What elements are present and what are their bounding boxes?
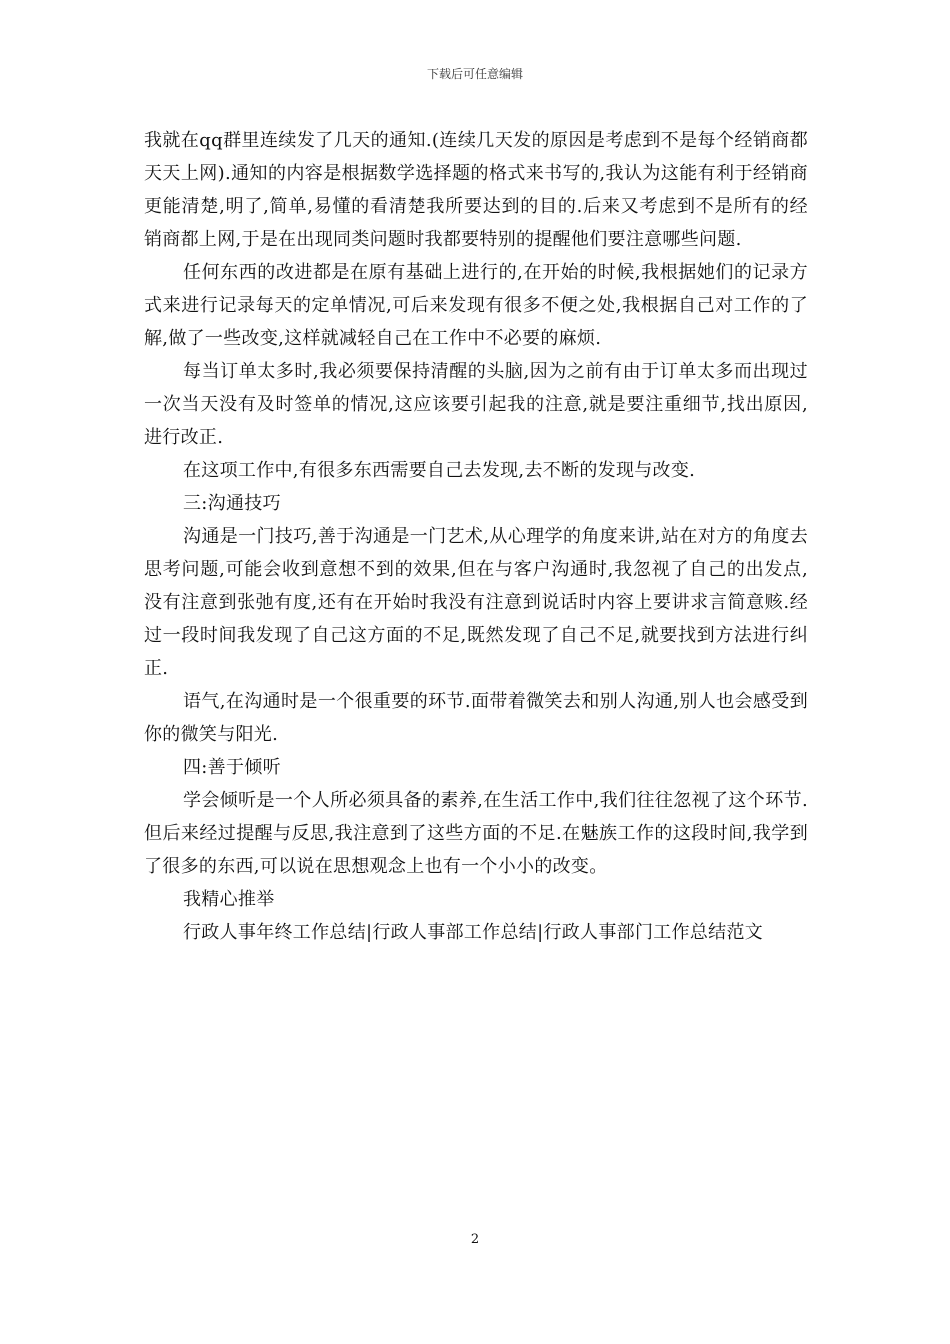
section-heading-communication: 三:沟通技巧 <box>183 493 281 514</box>
paragraph-communication: 沟通是一门技巧,善于沟通是一门艺术,从心理学的角度来讲,站在对方的角度去思考问题,可能会收到意想不到的效果,但在与客户沟通时,我忽视了自己的出发点,没有注意到张弛有度,还有在开始时我没有注意到说话时内容上要讲求言简意赅.经过一段时间我发现了自己这方面的不足,既然发现了自己不足,就要找到方法进行纠正. <box>144 526 808 679</box>
paragraph-discovery: 在这项工作中,有很多东西需要自己去发现,去不断的发现与改变. <box>183 460 696 481</box>
paragraph-improvement: 任何东西的改进都是在原有基础上进行的,在开始的时候,我根据她们的记录方式来进行记录每天的定单情况,可后来发现有很多不便之处,我根据自己对工作的了解,做了一些改变,这样就减轻自己在工作中不必要的麻烦. <box>144 262 808 349</box>
section-heading-listening: 四:善于倾听 <box>183 757 281 778</box>
paragraph-orders: 每当订单太多时,我必须要保持清醒的头脑,因为之前有由于订单太多而出现过一次当天没有及时签单的情况,这应该要引起我的注意,就是要注重细节,找出原因,进行改正. <box>144 361 808 448</box>
link-separator: | <box>537 922 544 943</box>
related-link-annual-summary[interactable]: 行政人事年终工作总结 <box>183 922 366 943</box>
link-separator: | <box>366 922 373 943</box>
page-header: 下载后可任意编辑 <box>426 67 523 81</box>
related-links <box>144 916 808 949</box>
recommend-heading: 我精心推举 <box>183 889 275 910</box>
page-number: 2 <box>470 1232 480 1247</box>
paragraph-tone: 语气,在沟通时是一个很重要的环节.面带着微笑去和别人沟通,别人也会感受到你的微笑与阳光. <box>144 691 808 745</box>
paragraph-notice: 我就在qq群里连续发了几天的通知.(连续几天发的原因是考虑到不是每个经销商都天天上网).通知的内容是根据数学选择题的格式来书写的,我认为这能有利于经销商更能清楚,明了,简单,易懂的看清楚我所要达到的目的.后来又考虑到不是所有的经销商都上网,于是在出现同类问题时我都要特别的提醒他们要注意哪些问题. <box>144 130 808 250</box>
related-link-summary-sample[interactable]: 行政人事部门工作总结范文 <box>543 922 764 943</box>
document-body <box>144 124 808 949</box>
related-link-department-summary[interactable]: 行政人事部工作总结 <box>372 922 538 943</box>
paragraph-listening: 学会倾听是一个人所必须具备的素养,在生活工作中,我们往往忽视了这个环节.但后来经过提醒与反思,我注意到了这些方面的不足.在魅族工作的这段时间,我学到了很多的东西,可以说在思想观念上也有一个小小的改变。 <box>144 790 808 877</box>
